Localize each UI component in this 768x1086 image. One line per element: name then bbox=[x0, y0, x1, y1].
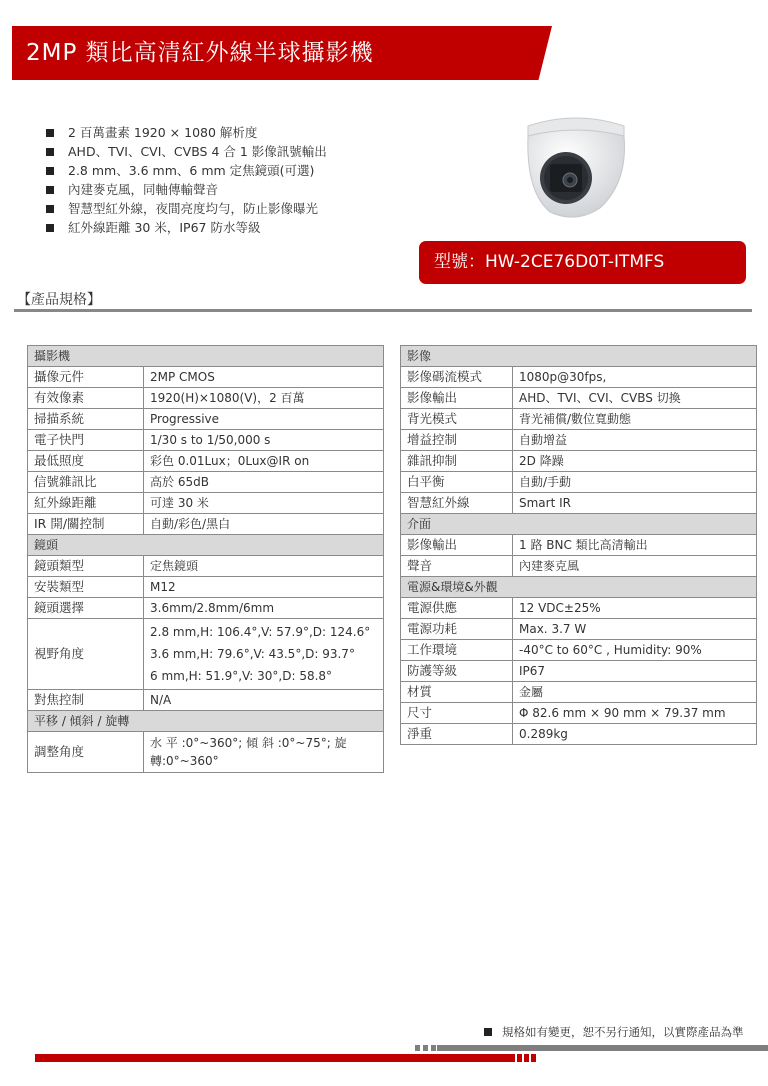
spec-row bbox=[401, 472, 757, 493]
spec-value: 可達 30 米 bbox=[144, 493, 384, 514]
spec-row bbox=[28, 430, 384, 451]
fov-line: 2.8 mm,H: 106.4°,V: 57.9°,D: 124.6° bbox=[150, 625, 371, 639]
spec-value: 背光補償/數位寬動態 bbox=[513, 409, 757, 430]
feature-item bbox=[46, 123, 327, 142]
decor-square bbox=[524, 1054, 529, 1062]
spec-row bbox=[401, 535, 757, 556]
spec-label: 最低照度 bbox=[28, 451, 144, 472]
spec-label: 材質 bbox=[401, 682, 513, 703]
dome-camera-icon bbox=[520, 112, 632, 222]
spec-row bbox=[28, 388, 384, 409]
footer-note-text: 規格如有變更，恕不另行通知，以實際產品為準 bbox=[502, 1025, 744, 1039]
spec-row bbox=[401, 724, 757, 745]
spec-value: 3.6mm/2.8mm/6mm bbox=[144, 598, 384, 619]
spec-row bbox=[401, 388, 757, 409]
spec-label: 聲音 bbox=[401, 556, 513, 577]
spec-row bbox=[28, 409, 384, 430]
spec-value: 1080p@30fps, bbox=[513, 367, 757, 388]
spec-label: 鏡頭類型 bbox=[28, 556, 144, 577]
square-bullet-icon bbox=[46, 205, 54, 213]
section-title: 攝影機 bbox=[28, 346, 384, 367]
spec-label: 掃描系統 bbox=[28, 409, 144, 430]
decor-square bbox=[431, 1045, 436, 1051]
spec-row bbox=[401, 493, 757, 514]
spec-value: N/A bbox=[144, 690, 384, 711]
section-title: 平移 / 傾斜 / 旋轉 bbox=[28, 711, 384, 732]
section-title: 影像 bbox=[401, 346, 757, 367]
spec-value: M12 bbox=[144, 577, 384, 598]
spec-value: 定焦鏡頭 bbox=[144, 556, 384, 577]
spec-label: 淨重 bbox=[401, 724, 513, 745]
spec-value: 自動/手動 bbox=[513, 472, 757, 493]
spec-row bbox=[401, 430, 757, 451]
spec-value: 12 VDC±25% bbox=[513, 598, 757, 619]
section-divider bbox=[14, 309, 752, 312]
spec-label: 雜訊抑制 bbox=[401, 451, 513, 472]
square-bullet-icon bbox=[46, 167, 54, 175]
spec-label: 安裝類型 bbox=[28, 577, 144, 598]
spec-table-right bbox=[400, 345, 757, 745]
decor-square bbox=[423, 1045, 428, 1051]
spec-row bbox=[401, 682, 757, 703]
spec-label: 電子快門 bbox=[28, 430, 144, 451]
spec-value: Max. 3.7 W bbox=[513, 619, 757, 640]
section-header-lens bbox=[28, 535, 384, 556]
spec-label: 攝像元件 bbox=[28, 367, 144, 388]
spec-row bbox=[401, 598, 757, 619]
spec-row bbox=[28, 472, 384, 493]
spec-value: 內建麥克風 bbox=[513, 556, 757, 577]
spec-label: 視野角度 bbox=[28, 619, 144, 690]
spec-value: -40°C to 60°C , Humidity: 90% bbox=[513, 640, 757, 661]
spec-value: 1920(H)×1080(V)，2 百萬 bbox=[144, 388, 384, 409]
spec-row bbox=[28, 732, 384, 773]
spec-value: 2MP CMOS bbox=[144, 367, 384, 388]
spec-value: 水 平 :0°~360°; 傾 斜 :0°~75°; 旋轉:0°~360° bbox=[144, 732, 384, 773]
spec-table-left bbox=[27, 345, 384, 773]
spec-row bbox=[401, 703, 757, 724]
spec-row bbox=[28, 367, 384, 388]
spec-value: Smart IR bbox=[513, 493, 757, 514]
spec-row bbox=[28, 493, 384, 514]
spec-row bbox=[401, 619, 757, 640]
spec-value: Φ 82.6 mm × 90 mm × 79.37 mm bbox=[513, 703, 757, 724]
square-bullet-icon bbox=[484, 1028, 492, 1036]
spec-value: 彩色 0.01Lux；0Lux@IR on bbox=[144, 451, 384, 472]
feature-text: 智慧型紅外線，夜間亮度均勻，防止影像曝光 bbox=[68, 201, 319, 216]
fov-line: 3.6 mm,H: 79.6°,V: 43.5°,D: 93.7° bbox=[150, 647, 355, 661]
spec-value: AHD、TVI、CVI、CVBS 切換 bbox=[513, 388, 757, 409]
spec-row bbox=[28, 514, 384, 535]
footer-bar-gray bbox=[437, 1045, 768, 1051]
spec-label: 白平衡 bbox=[401, 472, 513, 493]
spec-label: IR 開/關控制 bbox=[28, 514, 144, 535]
spec-label: 紅外線距離 bbox=[28, 493, 144, 514]
spec-row bbox=[28, 690, 384, 711]
square-bullet-icon bbox=[46, 186, 54, 194]
spec-row bbox=[28, 451, 384, 472]
spec-value: 2D 降躁 bbox=[513, 451, 757, 472]
feature-text: 2.8 mm、3.6 mm、6 mm 定焦鏡頭(可選) bbox=[68, 163, 315, 178]
spec-value: IP67 bbox=[513, 661, 757, 682]
feature-item bbox=[46, 218, 327, 237]
spec-label: 電源功耗 bbox=[401, 619, 513, 640]
decor-square bbox=[415, 1045, 420, 1051]
footer-bar-red bbox=[35, 1054, 515, 1062]
feature-text: 2 百萬畫素 1920 × 1080 解析度 bbox=[68, 125, 258, 140]
spec-value-fov bbox=[144, 619, 384, 690]
feature-item bbox=[46, 180, 327, 199]
footer-note bbox=[484, 1024, 744, 1040]
section-header-ptr bbox=[28, 711, 384, 732]
spec-value: 金屬 bbox=[513, 682, 757, 703]
square-bullet-icon bbox=[46, 129, 54, 137]
section-header-image bbox=[401, 346, 757, 367]
feature-text: 內建麥克風，同軸傳輸聲音 bbox=[68, 182, 219, 197]
spec-label: 智慧紅外線 bbox=[401, 493, 513, 514]
section-header-interface bbox=[401, 514, 757, 535]
section-title: 電源&環境&外觀 bbox=[401, 577, 757, 598]
spec-label: 背光模式 bbox=[401, 409, 513, 430]
spec-label: 增益控制 bbox=[401, 430, 513, 451]
square-bullet-icon bbox=[46, 224, 54, 232]
model-badge: 型號：HW-2CE76D0T-ITMFS bbox=[419, 241, 746, 284]
spec-row bbox=[28, 577, 384, 598]
spec-label: 防護等級 bbox=[401, 661, 513, 682]
spec-value: 高於 65dB bbox=[144, 472, 384, 493]
feature-item bbox=[46, 199, 327, 218]
spec-label: 有效像素 bbox=[28, 388, 144, 409]
spec-value: 1 路 BNC 類比高清輸出 bbox=[513, 535, 757, 556]
spec-value: 自動增益 bbox=[513, 430, 757, 451]
feature-text: 紅外線距離 30 米，IP67 防水等級 bbox=[68, 220, 261, 235]
spec-row bbox=[28, 598, 384, 619]
spec-label: 鏡頭選擇 bbox=[28, 598, 144, 619]
spec-label: 信號雜訊比 bbox=[28, 472, 144, 493]
section-header-camera bbox=[28, 346, 384, 367]
spec-value: 1/30 s to 1/50,000 s bbox=[144, 430, 384, 451]
spec-row-fov bbox=[28, 619, 384, 690]
spec-label: 尺寸 bbox=[401, 703, 513, 724]
spec-row bbox=[401, 451, 757, 472]
fov-line: 6 mm,H: 51.9°,V: 30°,D: 58.8° bbox=[150, 669, 333, 683]
spec-row bbox=[401, 367, 757, 388]
spec-row bbox=[401, 661, 757, 682]
spec-label: 電源供應 bbox=[401, 598, 513, 619]
feature-item bbox=[46, 142, 327, 161]
feature-list bbox=[46, 123, 327, 237]
spec-row bbox=[401, 409, 757, 430]
spec-label: 對焦控制 bbox=[28, 690, 144, 711]
spec-label: 影像碼流模式 bbox=[401, 367, 513, 388]
section-title: 鏡頭 bbox=[28, 535, 384, 556]
spec-value: Progressive bbox=[144, 409, 384, 430]
page-title: 2MP 類比高清紅外線半球攝影機 bbox=[26, 40, 374, 66]
spec-row bbox=[401, 640, 757, 661]
spec-label: 工作環境 bbox=[401, 640, 513, 661]
spec-label: 調整角度 bbox=[28, 732, 144, 773]
decor-square bbox=[517, 1054, 522, 1062]
spec-value: 自動/彩色/黑白 bbox=[144, 514, 384, 535]
square-bullet-icon bbox=[46, 148, 54, 156]
section-header-power bbox=[401, 577, 757, 598]
spec-row bbox=[401, 556, 757, 577]
feature-item bbox=[46, 161, 327, 180]
spec-row bbox=[28, 556, 384, 577]
spec-heading: 【產品規格】 bbox=[17, 292, 101, 308]
decor-square bbox=[531, 1054, 536, 1062]
feature-text: AHD、TVI、CVI、CVBS 4 合 1 影像訊號輸出 bbox=[68, 144, 327, 159]
spec-label: 影像輸出 bbox=[401, 535, 513, 556]
spec-value: 0.289kg bbox=[513, 724, 757, 745]
spec-label: 影像輸出 bbox=[401, 388, 513, 409]
section-title: 介面 bbox=[401, 514, 757, 535]
